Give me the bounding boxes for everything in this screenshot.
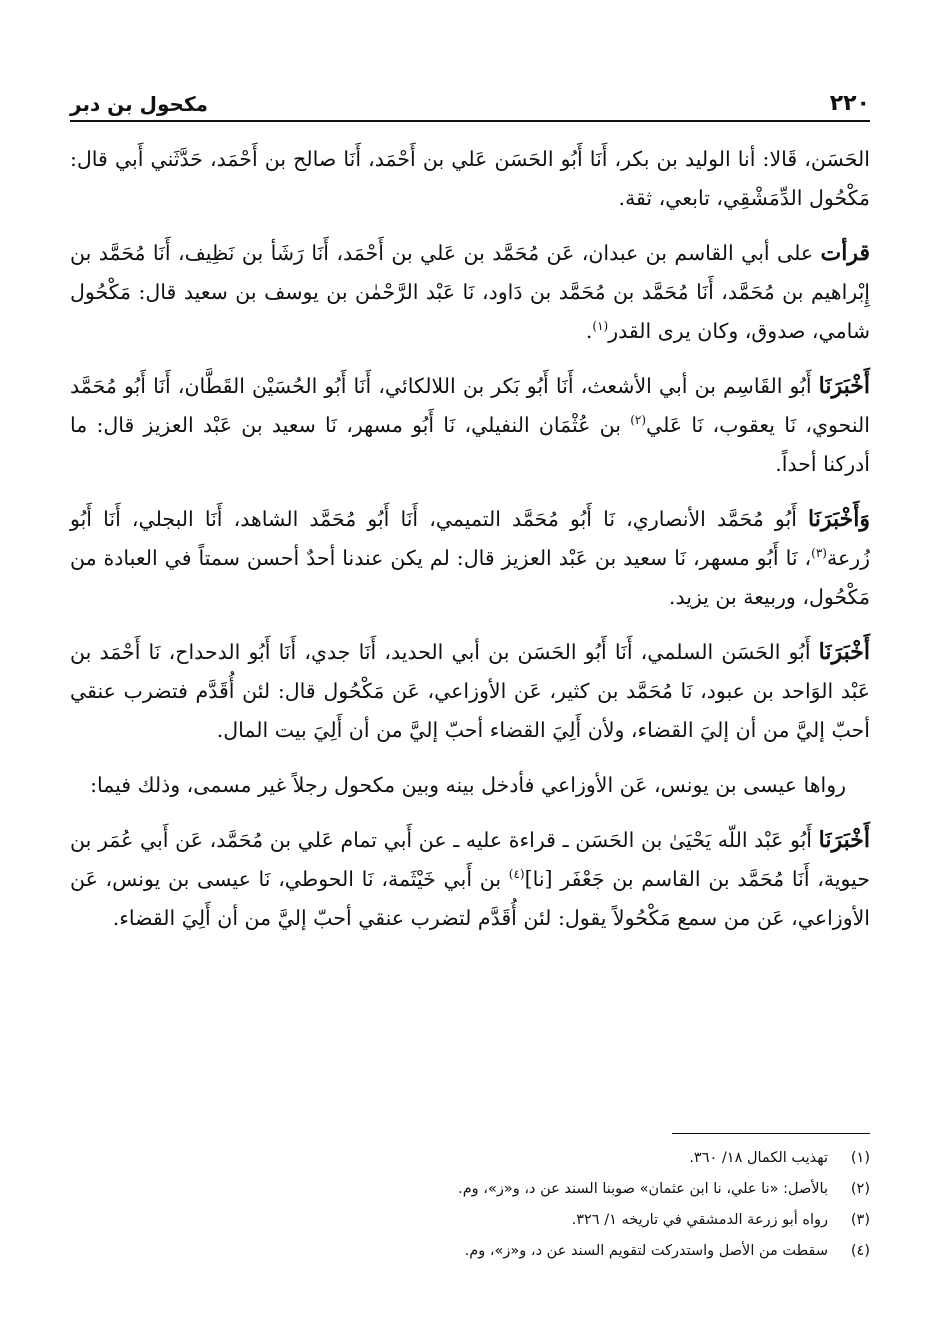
paragraph-5 xyxy=(70,633,870,750)
main-text xyxy=(70,140,870,954)
header-rule xyxy=(70,120,870,122)
paragraph-lead: قرأت xyxy=(820,240,870,266)
footnote-number: (٣) xyxy=(850,1212,870,1228)
running-title: مكحول بن دبر xyxy=(70,92,208,116)
paragraph-text: رواها عيسى بن يونس، عَن الأوزاعي فأدخل بينه وبين مكحول رجلاً غير مسمى، وذلك فيما: xyxy=(90,773,846,797)
footnote-ref: (١) xyxy=(592,319,609,334)
footnote-number: (١) xyxy=(850,1150,870,1166)
paragraph-tail: بن أَبي خَيْثَمة، نَا الحوطي، نَا عيسى بن يونس، عَن الأوزاعي، عَن من سمع مَكْحُولاً يقول: لئن أُقَدَّم لتضرب عنقي أحبّ إليَّ من أن أَلِيَ القضاء. xyxy=(70,867,870,930)
paragraph-text: أَبُو الحَسَن السلمي، أَنَا أَبُو الحَسَن بن أبي الحديد، أَنَا جدي، أَنَا أَبُو الدحداح، نَا أَحْمَد بن عَبْد الوَاحد بن عبود، نَا مُحَمَّد بن كثير، عَن الأوزاعي، عَن مَكْحُول قال: لئن أُقَدَّم فتضرب عنقي أحبّ إليَّ من أن إليَ القضاء، ولأن أَلِيَ القضاء أحبّ إليَّ من أن أَلِيَ بيت المال. xyxy=(70,640,870,742)
paragraph-text: أَبُو القَاسِم بن أبي الأشعث، أَنَا أَبُو بَكر بن اللالكائي، أَنَا أَبُو الحُسَيْن القَطَّان، أَنَا أَبُو مُحَمَّد النحوي، نَا يعقوب، نَا عَلي xyxy=(70,374,870,437)
footnote-text: سقطت من الأصل واستدركت لتقويم السند عن د، و«ز»، وم. xyxy=(464,1243,828,1259)
footnote-text: تهذيب الكمال ١٨/ ٣٦٠. xyxy=(689,1150,828,1166)
footnote-ref: (٣) xyxy=(811,546,827,561)
paragraph-text: أَبُو مُحَمَّد الأنصاري، نَا أَبُو مُحَمَّد التميمي، أَنَا أَبُو مُحَمَّد الشاهد، أَنَا البجلي، أَنَا أَبُو زُرعة xyxy=(70,507,870,570)
footnote-ref: (٤) xyxy=(508,867,525,882)
page-header xyxy=(70,74,870,116)
paragraph-text: أَبُو عَبْد اللّه يَحْيَىٰ بن الحَسَن ـ قراءة عليه ـ عن أَبي تمام عَلي بن مُحَمَّد، عَن أَبي عُمَر بن حيوية، أَنَا مُحَمَّد بن القاسم بن جَعْفَر [نا] xyxy=(70,828,870,891)
paragraph-tail: ، نَا أَبُو مسهر، نَا سعيد بن عَبْد العزيز قال: لم يكن عندنا أحدٌ أحسن سمتاً في العبادة من مَكْحُول، وربيعة بن يزيد. xyxy=(70,546,870,609)
paragraph-4 xyxy=(70,500,870,617)
footnote-rule xyxy=(672,1133,870,1134)
paragraph-lead: أَخْبَرَنَا xyxy=(818,373,870,399)
footnote-text: بالأصل: «نا علي، نا ابن عثمان» صوبنا السند عن د، و«ز»، وم. xyxy=(458,1181,828,1197)
footnotes xyxy=(70,1143,870,1267)
footnote-3 xyxy=(70,1205,870,1236)
footnote-2 xyxy=(70,1174,870,1205)
footnote-number: (٤) xyxy=(850,1243,870,1259)
paragraph-tail: بن عُثْمَان النفيلي، نَا أَبُو مسهر، نَا سعيد بن عَبْد العزيز قال: ما أدركنا أحداً. xyxy=(70,413,870,476)
paragraph-7 xyxy=(70,821,870,938)
paragraph-2 xyxy=(70,234,870,351)
footnote-ref: (٢) xyxy=(630,413,647,428)
footnote-text: رواه أبو زرعة الدمشقي في تاريخه ١/ ٣٢٦. xyxy=(571,1212,828,1228)
paragraph-3 xyxy=(70,367,870,484)
footnote-4 xyxy=(70,1236,870,1267)
footnote-1 xyxy=(70,1143,870,1174)
paragraph-lead: أَخْبَرَنَا xyxy=(818,827,870,853)
paragraph-6 xyxy=(70,766,870,805)
paragraph-lead: وَأَخْبَرَنَا xyxy=(808,506,870,532)
paragraph-lead: أَخْبَرَنَا xyxy=(818,639,870,665)
paragraph-1 xyxy=(70,140,870,218)
page-number: ٢٢٠ xyxy=(829,91,870,116)
paragraph-text: الحَسَن، قَالا: أنا الوليد بن بكر، أَنَا أَبُو الحَسَن عَلي بن أَحْمَد، أَنَا صالح بن أَحْمَد، حَدَّثَني أَبي قال: مَكْحُول الدِّمَشْقِي، تابعي، ثقة. xyxy=(70,147,870,210)
footnote-number: (٢) xyxy=(850,1181,870,1197)
paragraph-tail: . xyxy=(585,319,593,343)
paragraph-text: على أبي القاسم بن عبدان، عَن مُحَمَّد بن عَلي بن أَحْمَد، أَنَا رَشَأ بن نَظِيف، أَنَا مُحَمَّد بن إِبْراهيم بن مُحَمَّد، أَنَا مُحَمَّد بن مُحَمَّد بن دَاود، نَا عَبْد الرَّحْمٰن بن يوسف بن سعيد قال: مَكْحُول شامي، صدوق، وكان يرى القدر xyxy=(70,241,870,343)
